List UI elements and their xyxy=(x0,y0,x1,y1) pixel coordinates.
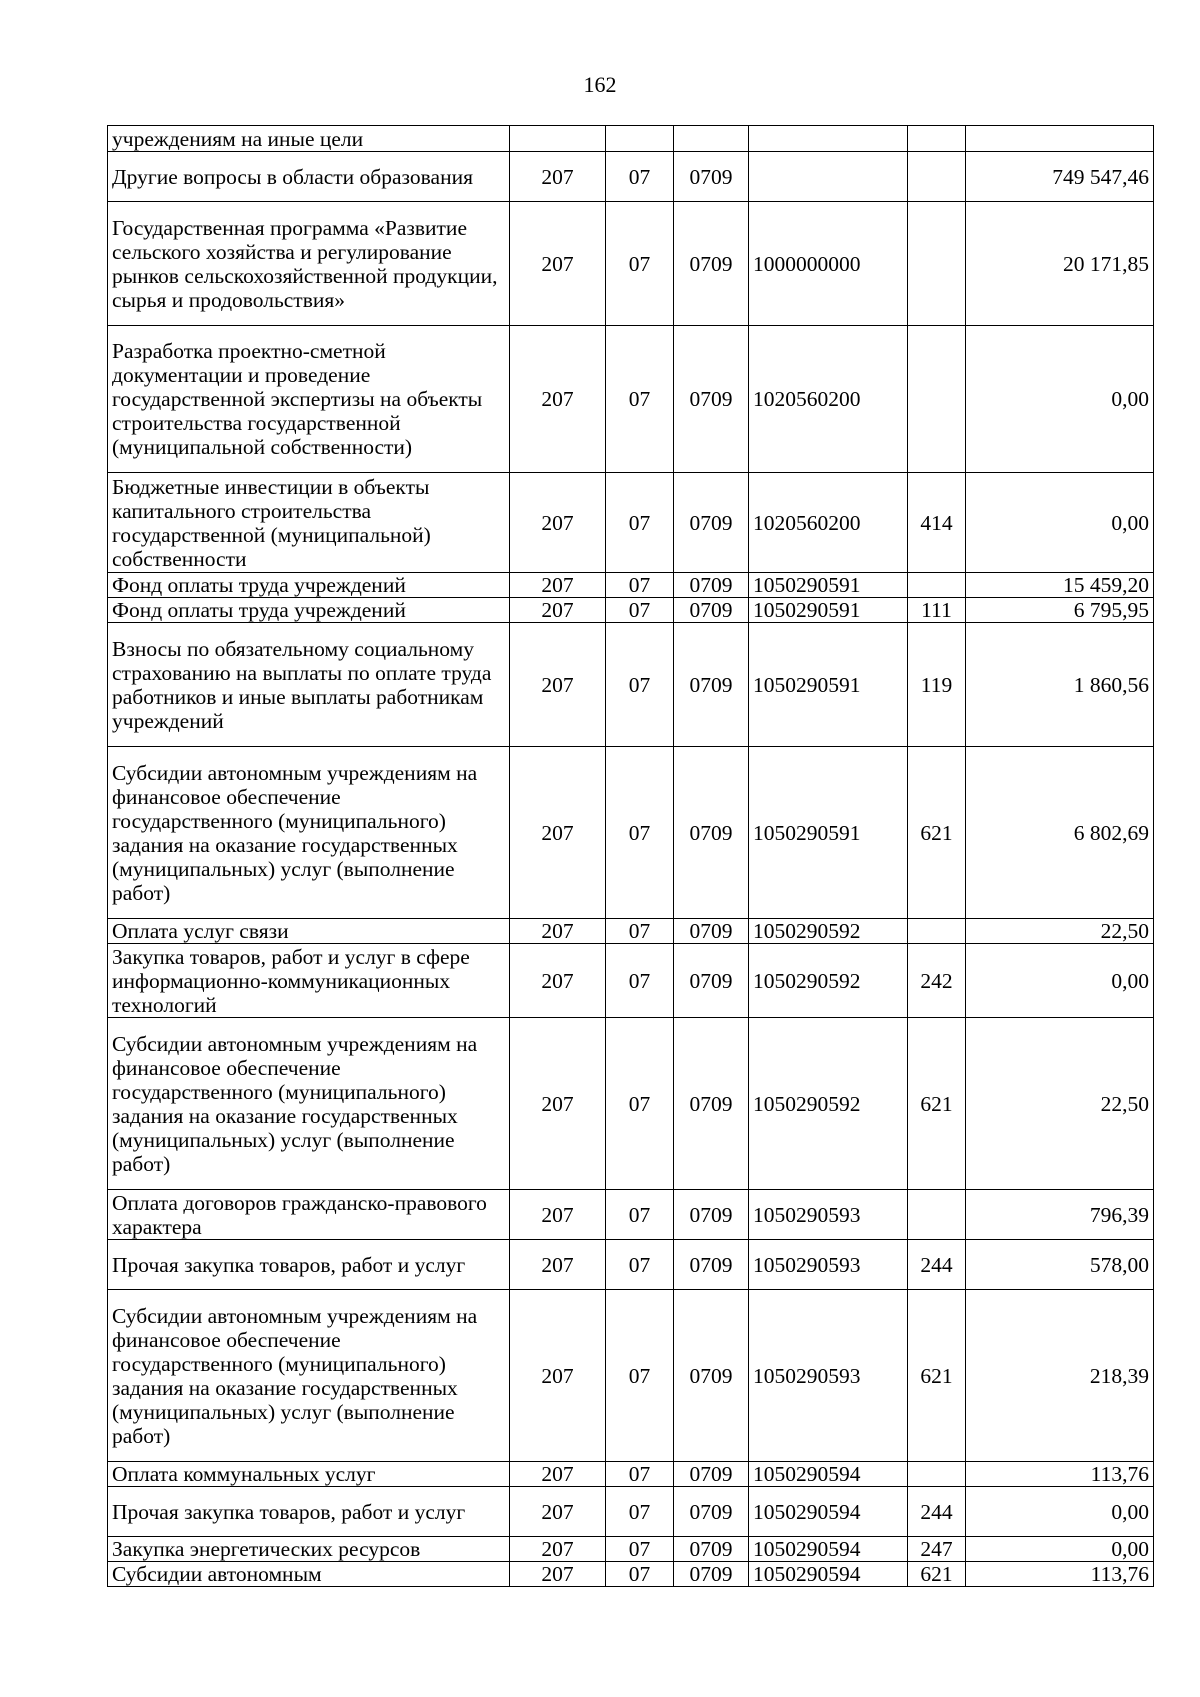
cell-rz: 07 xyxy=(606,326,674,473)
cell-prz: 0709 xyxy=(674,1190,749,1240)
cell-vr: 621 xyxy=(908,1018,966,1190)
table-row xyxy=(108,1290,1154,1462)
cell-vr: 119 xyxy=(908,623,966,747)
cell-rz: 07 xyxy=(606,747,674,919)
cell-csr: 1050290593 xyxy=(749,1190,908,1240)
cell-name: Другие вопросы в области образования xyxy=(108,152,510,202)
cell-vr: 247 xyxy=(908,1537,966,1562)
cell-vr: 621 xyxy=(908,1562,966,1587)
cell-sum: 0,00 xyxy=(966,944,1154,1018)
cell-name: Разработка проектно-сметной документации и проведение государственной экспертизы на объекты строительства государственной (муниципальной собственности) xyxy=(108,326,510,473)
cell-rz: 07 xyxy=(606,1290,674,1462)
cell-name: учреждениям на иные цели xyxy=(108,126,510,152)
cell-rz: 07 xyxy=(606,573,674,598)
cell-csr: 1050290594 xyxy=(749,1537,908,1562)
cell-sum: 22,50 xyxy=(966,919,1154,944)
cell-name: Фонд оплаты труда учреждений xyxy=(108,598,510,623)
cell-name: Прочая закупка товаров, работ и услуг xyxy=(108,1487,510,1537)
cell-csr: 1050290592 xyxy=(749,944,908,1018)
table-row xyxy=(108,1190,1154,1240)
cell-rz: 07 xyxy=(606,919,674,944)
cell-ved: 207 xyxy=(510,573,606,598)
cell-csr: 1050290593 xyxy=(749,1290,908,1462)
cell-vr: 244 xyxy=(908,1487,966,1537)
cell-sum: 6 795,95 xyxy=(966,598,1154,623)
cell-prz: 0709 xyxy=(674,1462,749,1487)
cell-csr: 1050290594 xyxy=(749,1562,908,1587)
cell-sum: 578,00 xyxy=(966,1240,1154,1290)
table-row xyxy=(108,1240,1154,1290)
cell-rz: 07 xyxy=(606,1537,674,1562)
table-row xyxy=(108,623,1154,747)
cell-csr: 1050290592 xyxy=(749,1018,908,1190)
cell-rz: 07 xyxy=(606,202,674,326)
cell-ved xyxy=(510,126,606,152)
cell-prz: 0709 xyxy=(674,1487,749,1537)
budget-table xyxy=(107,125,1154,1587)
cell-prz: 0709 xyxy=(674,1562,749,1587)
table-row xyxy=(108,126,1154,152)
cell-name: Субсидии автономным учреждениям на финансовое обеспечение государственного (муниципального) задания на оказание государственных (муниципальных) услуг (выполнение работ) xyxy=(108,747,510,919)
cell-sum: 0,00 xyxy=(966,326,1154,473)
cell-sum: 20 171,85 xyxy=(966,202,1154,326)
cell-csr: 1050290591 xyxy=(749,598,908,623)
cell-name: Бюджетные инвестиции в объекты капитального строительства государственной (муниципальной) собственности xyxy=(108,473,510,573)
cell-vr xyxy=(908,326,966,473)
table-row xyxy=(108,1537,1154,1562)
cell-csr: 1050290594 xyxy=(749,1462,908,1487)
cell-prz: 0709 xyxy=(674,919,749,944)
cell-sum: 218,39 xyxy=(966,1290,1154,1462)
page-number: 162 xyxy=(583,72,617,97)
cell-prz: 0709 xyxy=(674,152,749,202)
cell-csr: 1050290594 xyxy=(749,1487,908,1537)
cell-csr xyxy=(749,126,908,152)
cell-ved: 207 xyxy=(510,202,606,326)
cell-rz: 07 xyxy=(606,152,674,202)
table-row xyxy=(108,573,1154,598)
cell-csr: 1050290592 xyxy=(749,919,908,944)
cell-ved: 207 xyxy=(510,1462,606,1487)
table-row xyxy=(108,747,1154,919)
cell-sum: 796,39 xyxy=(966,1190,1154,1240)
cell-rz: 07 xyxy=(606,1190,674,1240)
cell-sum: 0,00 xyxy=(966,1487,1154,1537)
cell-ved: 207 xyxy=(510,152,606,202)
cell-ved: 207 xyxy=(510,1562,606,1587)
cell-ved: 207 xyxy=(510,1018,606,1190)
cell-csr: 1050290591 xyxy=(749,623,908,747)
cell-ved: 207 xyxy=(510,598,606,623)
cell-vr: 621 xyxy=(908,1290,966,1462)
cell-prz: 0709 xyxy=(674,598,749,623)
cell-csr: 1020560200 xyxy=(749,473,908,573)
table-row xyxy=(108,152,1154,202)
cell-ved: 207 xyxy=(510,1290,606,1462)
cell-prz: 0709 xyxy=(674,623,749,747)
cell-name: Оплата договоров гражданско-правового характера xyxy=(108,1190,510,1240)
cell-ved: 207 xyxy=(510,1487,606,1537)
cell-name: Закупка товаров, работ и услуг в сфере информационно-коммуникационных технологий xyxy=(108,944,510,1018)
cell-prz xyxy=(674,126,749,152)
cell-rz: 07 xyxy=(606,1240,674,1290)
cell-vr xyxy=(908,573,966,598)
cell-ved: 207 xyxy=(510,326,606,473)
cell-csr: 1020560200 xyxy=(749,326,908,473)
cell-prz: 0709 xyxy=(674,1018,749,1190)
cell-vr: 244 xyxy=(908,1240,966,1290)
cell-name: Прочая закупка товаров, работ и услуг xyxy=(108,1240,510,1290)
cell-prz: 0709 xyxy=(674,573,749,598)
cell-ved: 207 xyxy=(510,944,606,1018)
cell-sum xyxy=(966,126,1154,152)
cell-csr: 1050290591 xyxy=(749,747,908,919)
cell-csr: 1000000000 xyxy=(749,202,908,326)
cell-rz: 07 xyxy=(606,1462,674,1487)
cell-sum: 15 459,20 xyxy=(966,573,1154,598)
cell-sum: 1 860,56 xyxy=(966,623,1154,747)
cell-prz: 0709 xyxy=(674,202,749,326)
cell-rz: 07 xyxy=(606,473,674,573)
table-row xyxy=(108,1018,1154,1190)
cell-sum: 749 547,46 xyxy=(966,152,1154,202)
cell-csr: 1050290591 xyxy=(749,573,908,598)
cell-prz: 0709 xyxy=(674,473,749,573)
cell-csr: 1050290593 xyxy=(749,1240,908,1290)
cell-vr xyxy=(908,202,966,326)
cell-name: Оплата услуг связи xyxy=(108,919,510,944)
cell-ved: 207 xyxy=(510,473,606,573)
cell-ved: 207 xyxy=(510,1240,606,1290)
table-row xyxy=(108,1462,1154,1487)
table-row xyxy=(108,473,1154,573)
cell-prz: 0709 xyxy=(674,1290,749,1462)
cell-ved: 207 xyxy=(510,747,606,919)
table-row xyxy=(108,598,1154,623)
cell-name: Фонд оплаты труда учреждений xyxy=(108,573,510,598)
cell-rz: 07 xyxy=(606,1487,674,1537)
table-row xyxy=(108,944,1154,1018)
cell-prz: 0709 xyxy=(674,326,749,473)
cell-vr xyxy=(908,126,966,152)
cell-name: Взносы по обязательному социальному страхованию на выплаты по оплате труда работников и иные выплаты работникам учреждений xyxy=(108,623,510,747)
cell-rz: 07 xyxy=(606,944,674,1018)
table-row xyxy=(108,919,1154,944)
cell-vr xyxy=(908,919,966,944)
cell-sum: 6 802,69 xyxy=(966,747,1154,919)
cell-rz: 07 xyxy=(606,1018,674,1190)
cell-vr: 414 xyxy=(908,473,966,573)
cell-name: Субсидии автономным учреждениям на финансовое обеспечение государственного (муниципального) задания на оказание государственных (муниципальных) услуг (выполнение работ) xyxy=(108,1018,510,1190)
cell-rz xyxy=(606,126,674,152)
cell-sum: 0,00 xyxy=(966,473,1154,573)
cell-name: Субсидии автономным учреждениям на финансовое обеспечение государственного (муниципального) задания на оказание государственных (муниципальных) услуг (выполнение работ) xyxy=(108,1290,510,1462)
cell-ved: 207 xyxy=(510,623,606,747)
cell-sum: 113,76 xyxy=(966,1462,1154,1487)
cell-prz: 0709 xyxy=(674,747,749,919)
cell-rz: 07 xyxy=(606,623,674,747)
cell-vr xyxy=(908,1462,966,1487)
cell-ved: 207 xyxy=(510,1190,606,1240)
cell-prz: 0709 xyxy=(674,1537,749,1562)
cell-sum: 113,76 xyxy=(966,1562,1154,1587)
cell-vr xyxy=(908,152,966,202)
cell-sum: 22,50 xyxy=(966,1018,1154,1190)
cell-name: Субсидии автономным xyxy=(108,1562,510,1587)
cell-name: Закупка энергетических ресурсов xyxy=(108,1537,510,1562)
cell-vr xyxy=(908,1190,966,1240)
cell-ved: 207 xyxy=(510,1537,606,1562)
cell-prz: 0709 xyxy=(674,1240,749,1290)
cell-sum: 0,00 xyxy=(966,1537,1154,1562)
cell-rz: 07 xyxy=(606,598,674,623)
table-row xyxy=(108,1562,1154,1587)
table-row xyxy=(108,202,1154,326)
cell-vr: 242 xyxy=(908,944,966,1018)
table-row xyxy=(108,326,1154,473)
cell-name: Государственная программа «Развитие сельского хозяйства и регулирование рынков сельскохозяйственной продукции, сырья и продовольствия» xyxy=(108,202,510,326)
cell-rz: 07 xyxy=(606,1562,674,1587)
table-row xyxy=(108,1487,1154,1537)
cell-prz: 0709 xyxy=(674,944,749,1018)
cell-name: Оплата коммунальных услуг xyxy=(108,1462,510,1487)
cell-vr: 111 xyxy=(908,598,966,623)
cell-ved: 207 xyxy=(510,919,606,944)
cell-csr xyxy=(749,152,908,202)
table-body xyxy=(108,126,1154,1587)
cell-vr: 621 xyxy=(908,747,966,919)
